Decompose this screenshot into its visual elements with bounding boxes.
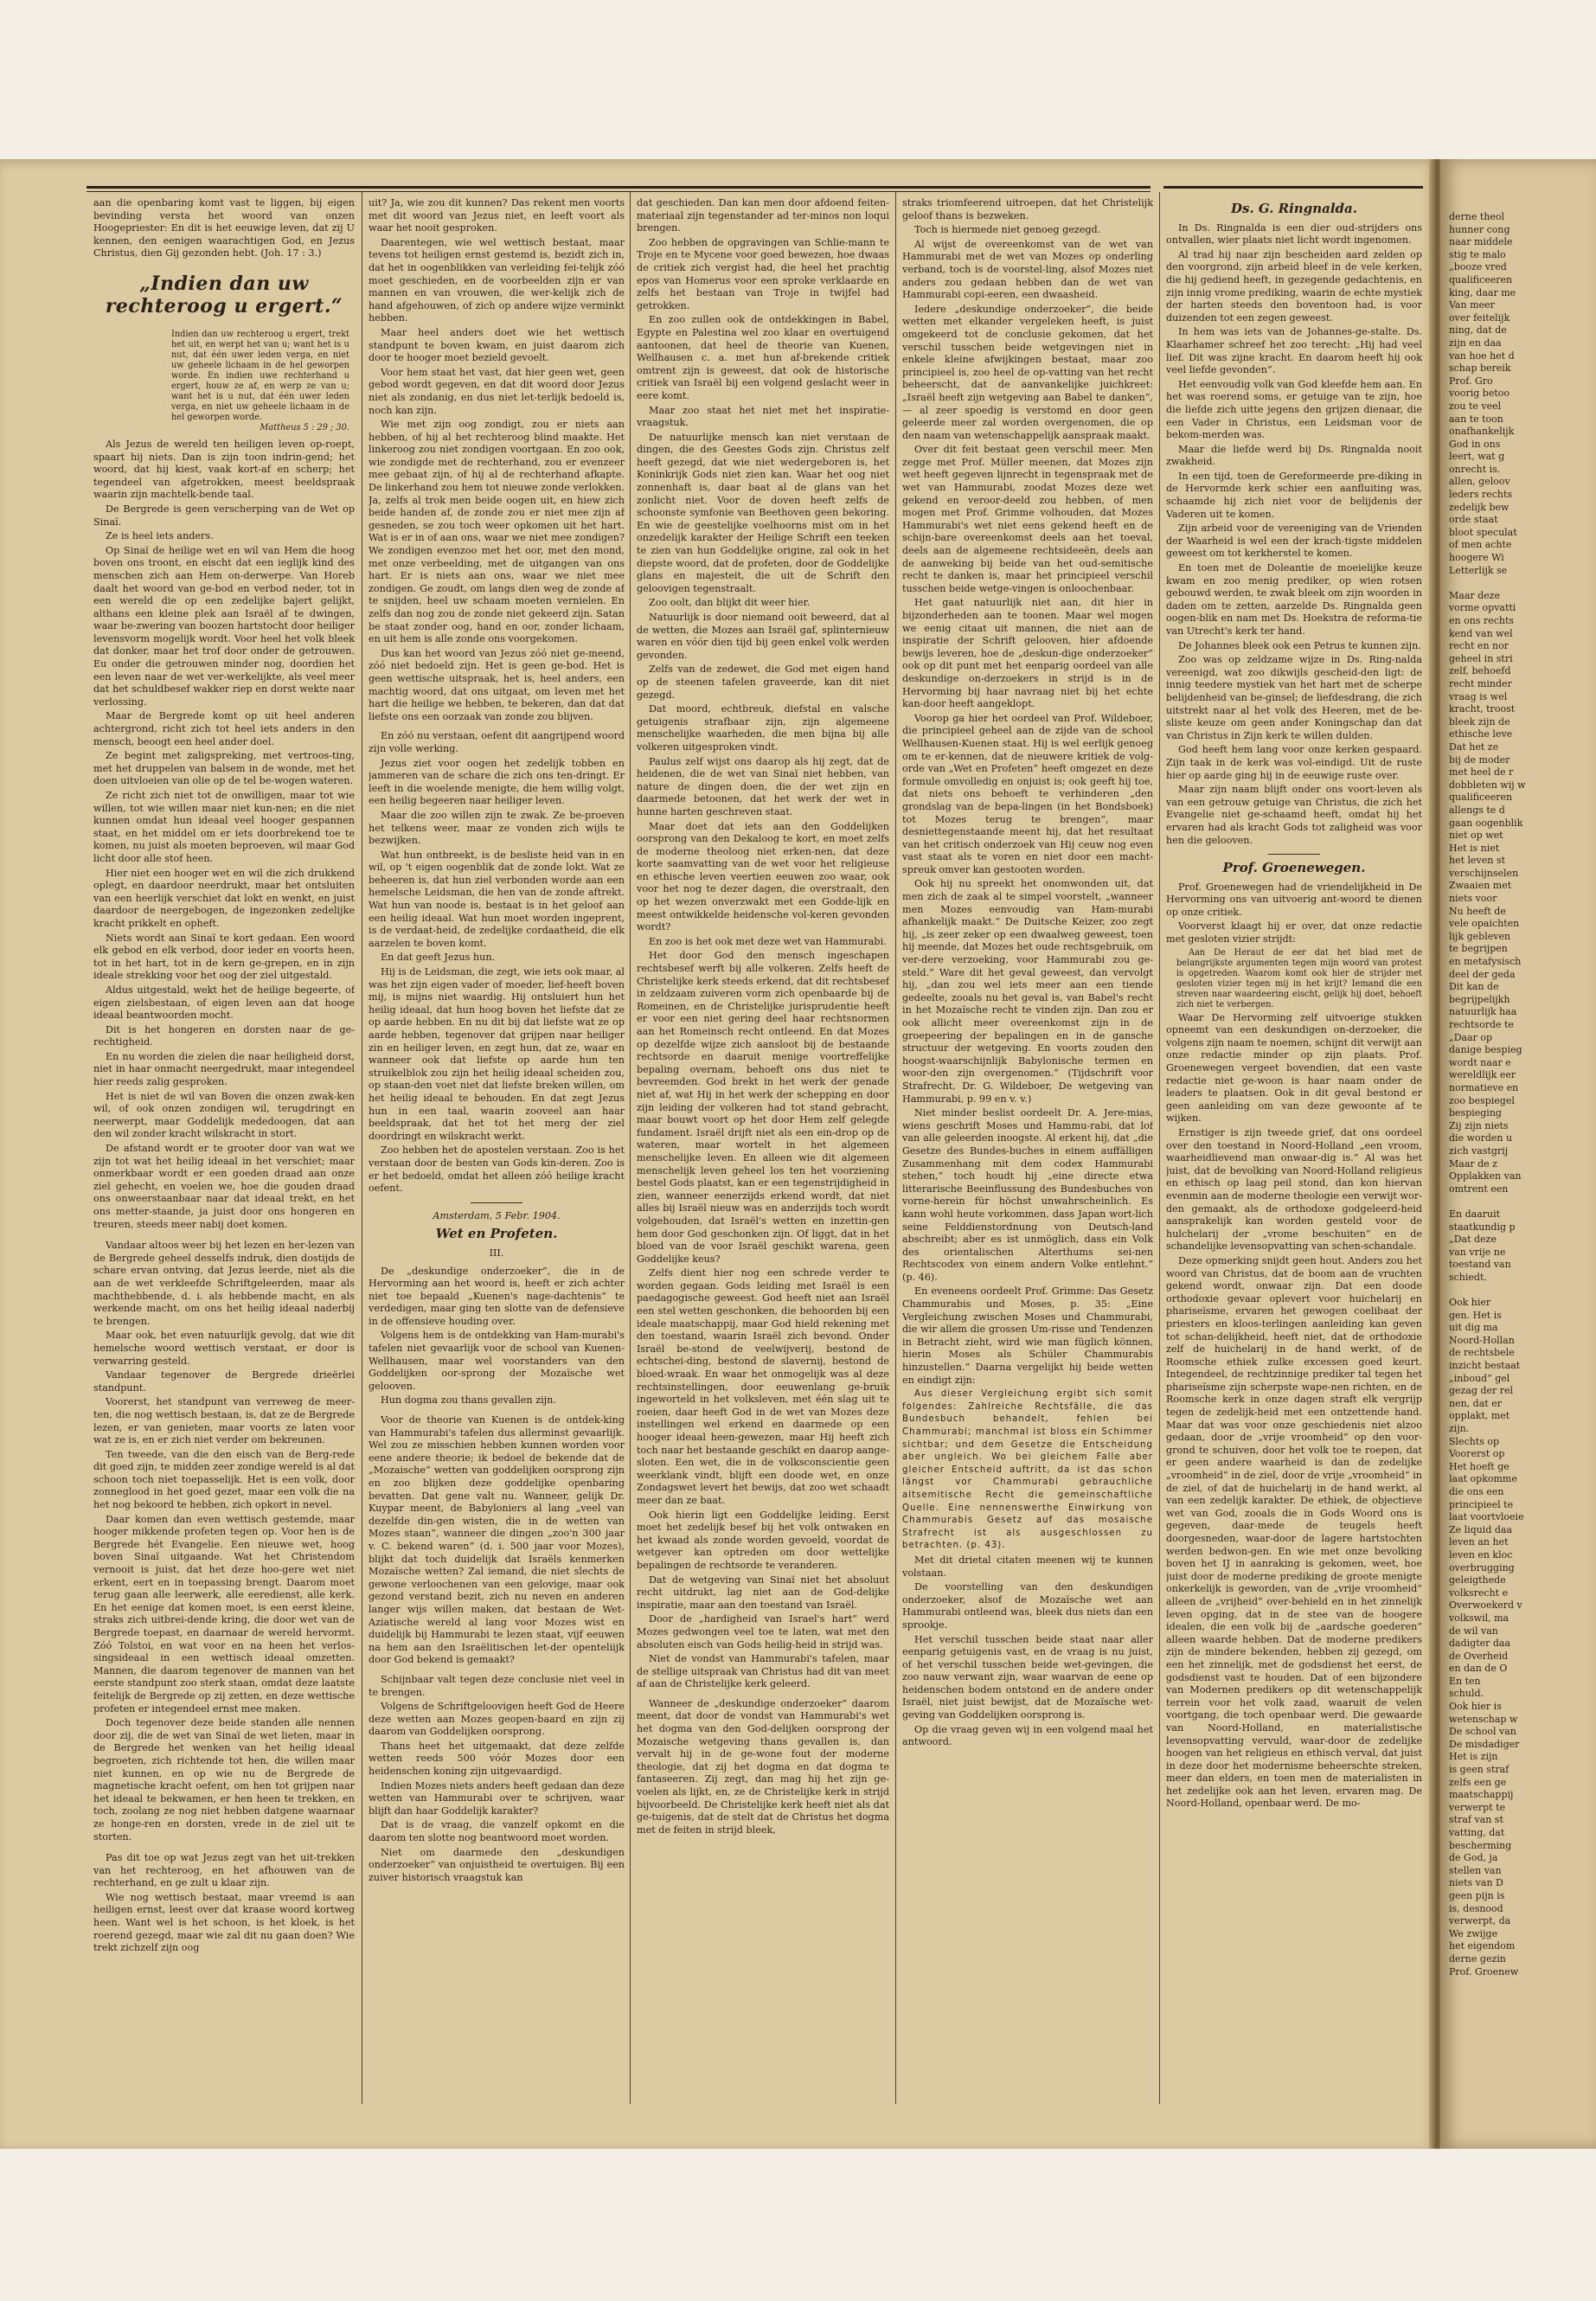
fragment-line: zou te veel (1449, 400, 1502, 412)
fragment-line: Noord-Hollan (1449, 1334, 1515, 1346)
fragment-line: zijn en daa (1449, 336, 1502, 349)
fragment-line: stig te malo (1449, 248, 1506, 260)
fragment-line: Maar de z (1449, 1157, 1497, 1170)
paragraph: Dit is het hongeren en dorsten naar de ge-rechtigheid. (93, 1023, 355, 1048)
fragment-line: En daaruit (1449, 1208, 1501, 1220)
scripture-quote (171, 330, 349, 433)
fragment-line: Letterlijk se (1449, 564, 1508, 576)
fragment-line: naar middele (1449, 236, 1513, 248)
adjacent-page-edge (1440, 159, 1596, 2149)
german-quotation: Aus dieser Vergleichung ergibt sich somit folgendes: Zahlreiche Rechtsfälle, die das Bundesbuch behandelt, fehlen bei Chammurabi; manchmal ist bloss ein Schimmer sichtbar; und dem Gesetze die Entscheidung aber ungleich. Wo bei gleichem Falle aber gleicher Entscheid auftritt, da ist das schon längst vor Chammurabi gebrauchliche altsemitische Recht die gemeinschaftliche Quelle. Eine nennenswerthe Einwirkung von Chammurabis Gesetz auf das mosaische Strafrecht ist als ausgeschlossen zu betrachten. (p. 43). (902, 1389, 1153, 1551)
top-rule-thin (87, 191, 1151, 192)
column-4 (902, 197, 1153, 2100)
fragment-line: bloot speculat (1449, 526, 1517, 538)
fragment-line: „inboud“ gel (1449, 1372, 1510, 1384)
paragraph: dat geschieden. Dan kan men door afdoend feiten-materiaal zijn tegenstander ad ter-minos non loqui brengen. (637, 197, 889, 234)
column-1 (93, 197, 355, 2100)
paragraph: Maar de Bergrede komt op uit heel anderen achtergrond, richt zich tot heel iets anders in den mensch, beoogt een heel ander doel. (93, 710, 355, 747)
paragraph: Dat is de vraag, die vanzelf opkomt en die daarom ten slotte nog beantwoord moet worden. (369, 1819, 625, 1844)
paragraph: Al wijst de overeenkomst van de wet van Hammurabi met de wet van Mozes op onderling verband, toch is de voorstel-ling, alsof Mozes niet anders zou gedaan hebben dan de wet van Hammurabi copi-eeren, een dwaasheid. (902, 238, 1153, 301)
paragraph: aan die openbaring komt vast te liggen, bij eigen bevinding versta het woord van onzen Hoogepriester: En dit is het eeuwige leven, dat zij U kennen, den eenigen waarachtigen God, en Jezus Christus, dien Gij gezonden hebt. (Joh. 17 : 3.) (93, 197, 355, 260)
paragraph: Maar die liefde werd bij Ds. Ringnalda nooit zwakheid. (1166, 443, 1422, 468)
paragraph: Thans heet het uitgemaakt, dat deze zelfde wetten reeds 500 vóór Mozes door een heidenschen koning zijn uitgevaardigd. (369, 1740, 625, 1778)
fragment-line: uit dig ma (1449, 1322, 1498, 1334)
paragraph: Zoo hebben de opgravingen van Schlie-mann te Troje en te Mycene voor goed bewezen, hoe dwaas de critiek zich vergist had, die heel het prachtig epos van Homerus voor een sproke verklaarde en zelfs het bestaan van Troje in twijfel had getrokken. (637, 236, 889, 311)
fragment-line: vraag is wel (1449, 690, 1508, 702)
paragraph: Niet om daarmede den „deskundigen onderzoeker“ van onjuistheid te overtuigen. Bij een zuiver historisch vraagstuk kan (369, 1846, 625, 1883)
quote-text: Indien dan uw rechteroog u ergert, trekt het uit, en werpt het van u; want het is u nut, dat één uwer leden verga, en niet uw geheele lichaam in de hel geworpen worde. En indien uwe rechterhand u ergert, houw ze af, en werp ze van u; want het is u nut, dat één uwer leden verga, en niet uw geheele lichaam in de hel geworpen worde. (171, 329, 349, 422)
fragment-line: toestand van (1449, 1259, 1511, 1271)
paragraph: Met dit drietal citaten meenen wij te kunnen volstaan. (902, 1554, 1153, 1579)
fragment-line: de Overheid (1449, 1650, 1509, 1662)
fragment-line: danige bespieg (1449, 1044, 1522, 1056)
paragraph: Daar komen dan even wettisch gestemde, maar hooger mikkende profeten tegen op. Voor hen is de Bergrede hét Evangelie. Een nieuwe wet, hoog boven Sinaï uitgaande. Wat het Christendom vernooit is juist, dat het deze hoo-gere wet niet erkent, eert en in toepassing brengt. Daarom moet terug gaan alle leerwerk, alle eeredienst, alle kerk. En het eenige dat komen moet, is een eerst kleine, straks zich uitbrei-dende kring, die door wet van de Bergrede toepast, en daarnaar de wereld hervormt. Zóó Tolstoi, en wat voor en na heen het verlos-singsideaal in een wettisch ideaal omzetten. Mannen, die daarom tegenover de mannen van het eerste standpunt zoo sterk staan, omdat deze laatste feitelijk de Bergrede op zij zetten, en deze wettische profeten er integendeel ernst mee maken. (93, 1513, 355, 1715)
section-heading: Ds. G. Ringnalda. (1231, 201, 1357, 216)
fragment-line: rechtsorde te (1449, 1019, 1514, 1030)
fragment-line: maatschappij (1449, 1789, 1514, 1801)
fragment-line: niets van D (1449, 1877, 1503, 1889)
fragment-line: leert, wat g (1449, 451, 1505, 463)
fragment-line: zelf, behoefd (1449, 665, 1511, 677)
fragment-line: zich vastgrij (1449, 1144, 1509, 1157)
fragment-line: Ook hier (1449, 1297, 1491, 1309)
paragraph: Zelfs van de zedewet, die God met eigen hand op de steenen tafelen graveerde, kan dit niet gezegd. (637, 663, 889, 701)
fragment-line: De school van (1449, 1726, 1516, 1738)
column-rule (895, 192, 896, 2104)
paragraph: Op Sinaï de heilige wet en wil van Hem die hoog boven ons troont, en eischt dat een ieglijk kind des menschen zich aan Hem on-derwerpe. Van Horeb daalt het woord van ge-bod en verbod neder, tot in een wereld die op een zedelijke bajert gelijkt, althans een kleine plek aan Israël af te dwingen, waar be-zwering van boozen hartstocht door heiliger levensvorm mogelijk wordt. Voor heel het volk bleek dat donker, maar het trof door onder de getrouwen. Eu onder die getrouwen minder nog, doordien het een leven naar de wet ver-werkelijkte, als veel meer dat het schuldbesef wakker riep en dorst wekte naar verlossing. (93, 544, 355, 708)
paragraph: Zoo was op zeldzame wijze in Ds. Ring-nalda vereenigd, wat zoo dikwijls gescheid-den ligt: de innig teedere mystiek van het hart met de scherpe belijdenheid van be-ginsel; de liefdesdrang, die zich uitstrekt naar al het volk des Heeren, met de be-sliste keuze om geen ander Koningschap dan dat van Christus in Zijn kerk te willen dulden. (1166, 654, 1422, 741)
fragment-line: niet op wet (1449, 830, 1503, 842)
paragraph: Hier niet een hooger wet en wil die zich drukkend oplegt, en daardoor neerdrukt, maar het ontsluiten van een heerlijk verschiet dat lokt en wenkt, en juist daardoor de neergebogen, de ingezonken zedelijke kracht prikkelt en opheft. (93, 867, 355, 929)
fragment-line: deel der geda (1449, 968, 1516, 980)
fragment-line: de rechtsbele (1449, 1347, 1515, 1359)
fragment-line: „booze vred (1449, 261, 1507, 273)
fragment-line: verschijnselen (1449, 867, 1519, 879)
paragraph: God heeft hem lang voor onze kerken gespaard. Zijn taak in de kerk was vol-eindigd. Uit de ruste hier op aarde ging hij in de eeuwige ruste over. (1166, 744, 1422, 781)
fragment-line: wordt naar e (1449, 1056, 1511, 1068)
paragraph: Door de „hardigheid van Israel's hart“ werd Mozes gedwongen veel toe te laten, wat met den absoluten eisch van Gods heilig-heid in strijd was. (637, 1613, 889, 1650)
fragment-line: Maar deze (1449, 589, 1500, 601)
fragment-line: staatkundig p (1449, 1221, 1516, 1233)
paragraph: Ook hij nu spreekt het onomwonden uit, dat men zich de zaak al te simpel voorstelt, „wanneer men Mozes eenvoudig van Ham-murabi afhankelijk maakt.“ De Duitsche Keizer, zoo zegt hij, „is zeer zeker op een dwaalweg geweest, toen hij meende, dat Mozes het oude rechtsgebruik, om ver-dere verzoeking, voor Hammurabi zou ge-steld.“ Ware dit het geval geweest, dan vervolgt hij, „dan zou wel iets meer aan een tiende gedeelte, zooals nu het geval is, van Babel's recht in het Mozaïsche recht te vinden zijn. Dan zou er ook allicht meer overeenkomst zijn in de groepeering der bepalingen en in de gansche structuur der wetgeving. En voorts zouden den hoogst-waarschijnlijk Babylonische termen en woor-den zijn overgenomen.“ (Tijdschrift voor Strafrecht, Dr. G. Wildeboer, De wetgeving van Hammurabi, p. 99 en v. v.) (902, 878, 1153, 1105)
paragraph: Voor de theorie van Kuenen is de ontdek-king van Hammurabi's tafelen dus allerminst gevaarlijk. Wel zou ze misschien hebben kunnen worden voor eene andere theorie; ik bedoel de bekende dat de „Mozaische“ wetten van goddelijken oorsprong zijn en zoo blijken deze goddelijke openbaring bevatten. Dat gene valt nu. Wanneer, gelijk Dr. Kuypar meent, de Babyloniers al lang „veel van dezelfde din-gen wisten, die in de wetten van Mozes staan“, wanneer die dingen „zoo'n 300 jaar v. C. bekend waren“ (d. i. 500 jaar voor Mozes), blijkt dat toch duidelijk dat Israëls kenmerken Mozaïsche wetten? Zal iemand, die niet slechts de gewone verloochenen van een gelovige, maar ook gezond verstand bezit, zich nu neven en anderen langer wijs willen maken, dat bestaan de Wet-Aziatische wereld al lang voor Mozes wist en duidelijk bij Hammurabi te lezen staat, vijf eeuwen na hem aan den Israëlitischen let-der openteliijk door God bekend is gemaakt? (369, 1414, 625, 1666)
fragment-line: geheel in stri (1449, 652, 1513, 664)
paragraph: Ernstiger is zijn tweede grief, dat ons oordeel over den toestand in Noord-Holland „een vroom, waarheidlievend man onwaar-dig is.“ Al was het juist, dat de bevolking van Noord-Holland religieus en ethisch op laag peil stond, dan kon hiervan evenmin aan de moderne theologie een verwijt wor-den gemaakt, als de orthodoxe godgeleerd-heid aansprakelijk kan worden gesteld voor de hulchelarij der „vrome beschuiten“ en de schandelijke levensopvatting van schen-schandale. (1166, 1127, 1422, 1253)
fragment-line: Voorerst op (1449, 1448, 1505, 1460)
paragraph: En zóó nu verstaan, oefent dit aangrijpend woord zijn volle werking. (369, 730, 625, 754)
column-2 (369, 197, 625, 2100)
fragment-line: We zwijge (1449, 1927, 1498, 1939)
paragraph: Voorverst klaagt hij er over, dat onze redactie met gesloten vizier strijdt: (1166, 920, 1422, 945)
paragraph: Niet de vondst van Hammurabi's tafelen, maar de stellige uitspraak van Christus had dit van meet af aan de Christelijke kerk geleerd. (637, 1653, 889, 1690)
fragment-line: bespieging (1449, 1107, 1502, 1119)
paragraph: Deze opmerking snijdt geen hout. Anders zou het woord van Christus, dat de boom aan de vruchten gekend wordt, onwaar zijn. Dat een doode orthodoxie gevaar oplevert voor huichelarij en phariseïsme, ervaren het gewogen coelibaat der priesters en kloos-terlingen aanleiding kan geven tot schan-delijkheid, heeft niet, dat de orthodoxie zelf de huichelarij in de hand werkt, of de Roomsche ethiek zulke excessen goed keurt. Integendeel, de rechtzinnige prediker tal tegen het phariseïsme zijn scherpste wape-nen richten, en de Roomsche kerk in onze dagen straft elk vergrijp tegen de zedelijk-heid met een ontzettende hand. Maar dat was voor onze geschiedenis niet alzoo gedaan, door de „vrije vroomheid“ op den voor-grond te schuiven, door het volk toe te roepen, dat er geen andere waarheid is dan de zedelijke „vroomheid“ in de ziel, door de vrije „vroomheid“ in de ziel, of dat de huichelarij in de hand werkt, al van een zedelijk karakter. De ethiek, de objectieve wet van God, zooals die in Gods Woord ons is gegeven, daar-mede de teugels heeft doorgesneden, waar-door de lagere hartstochten werden bedwon-gen. En wie met onze bevolking boven het IJ in aanraking is gekomen, weet, hoe juist door de moderne prediking de groote menigte onkerkelijk is geworden, van de „vrije vroomheid“ alleen de „vrijheid“ over-behield en in het zinnelijk leven opging, dat in de stee van de hoogere idealen, die een volk bij de „aardsche goederen“ alleen waarde hebben. Dat de moderne predikers zijn de mindere bekenden, hebben zij gezegd, om een het zinnelijk, met de godsdienst het eerst, de godsdienst vast te houden. Dat of een bijzondere van Modernen predikers op dit wetenschappelijk terrein voor het volk zaad, waaruit de velen voortgang, die toch openbaar werd. Die gewaarde van Noord-Holland, en materialistische levensopvatting vervuld, waar-door de zedelijke hoogen van het religieus en ethisch verval, dat juist in deze door het modernisme beheerschte streken, meer dan elders, en toen men de materialisten in het zedelijke ook aan het leven, ervaren mag. De Noord-Holland, openbaar werd. De mo- (1166, 1254, 1422, 1810)
paragraph: En dat geeft Jezus hun. (381, 952, 496, 964)
paragraph: Volgens hem is de ontdekking van Ham-murabi's tafelen niet gevaarlijk voor de school van Kuenen-Wellhausen, maar wel voorstanders van den Goddelijken oor-sprong der Mozaïsche wet gelooven. (369, 1330, 625, 1392)
paragraph: Niets wordt aan Sinaï te kort gedaan. Een woord elk gebod en elk verbod, door ieder en voorts heen, tot in het hart, tot in de kern ge-grepen, en in zijn ideale strekking voor het oog der ziel uitgestald. (93, 932, 355, 982)
fragment-line: verwerpt, da (1449, 1915, 1511, 1927)
article-heading: „Indien dan uw rechteroog u ergert.“ (105, 272, 343, 317)
fragment-line: van hoe het d (1449, 349, 1515, 362)
paragraph: Het verschil tusschen beide staat naar aller eenparig getuigenis vast, en de vraag is nu juist, of het verschil tusschen beide wet-gevingen, die zoo nauw verwant zijn, waar waarvan de eene op heidenschen bodem ontstond en de andere onder Israël, niet juist bewijst, dat de Mozaïsche wet-geving van Goddelijken oorsprong is. (902, 1633, 1153, 1721)
fragment-line: En ten (1449, 1675, 1481, 1687)
fragment-line: derne gezin (1449, 1952, 1506, 1965)
paragraph: Maar ook, het even natuurlijk gevolg, dat wie dit hemelsche woord wettisch verstaat, er door is verwarring gesteld. (93, 1330, 355, 1367)
fragment-line: wereldlijk eer (1449, 1069, 1516, 1081)
paragraph: Wie met zijn oog zondigt, zou er niets aan hebben, of hij al het rechteroog blind maakte. Het linkeroog zou niet zondigen voortgaan. En zoo ook, wie zondigde met de rechterhand, zou er evenzeer mee gebaat zijn, of hij al de rechterhand afkapte. De linkerhand zou hem tot nieuwe zonde verlokken. Ja, zelfs al trok men beide oogen uit, en hiew zich beide handen af, de zonde zou er niet mee zijn af gesneden, se zou toch weer opkomen uit het hart. Wat is er in of aan ons, waar we niet mee zondigen? We zondigen evenzoo met het oor, met den mond, met onze verbeelding, met de uitgangen van ons hart. Er is niets aan ons, waar we niet mee zondigen. Ge zoudt, om langs dien weg de zonde af te snijden, heel uw schaam moeten vernielen. En zelfs dan nog zou de zonde niet gekeerd zijn. Satan be staat zonder oog, hand en oor, zonder lichaam, en uit hem is alle zonde ons voorgekomen. (369, 419, 625, 645)
fragment-line: nen, dat er (1449, 1397, 1502, 1409)
paragraph: In een tijd, toen de Gereformeerde pre-diking in de Hervormde kerk schier een aanfluiting was, schaamde hij zich niet voor de belijdenis der Vaderen uit te komen. (1166, 470, 1422, 520)
fragment-line: qualificeeren (1449, 273, 1513, 285)
paragraph: Het gaat natuurlijk niet aan, dit hier in bijzonderheden aan te toonen. Maar wel mogen we eenig citaat uit mannen, die niet aan de inspiratie der Schrift gelooven, hier afdoende bewijs leveren, hoe de „deskun-dige onderzoeker“ ook op dit punt met het eenparig oordeel van alle deskundige on-derzoekers in strijd is in de Hervorming bij haar navraag niet bij het echte kan-door heeft aangeklopt. (902, 597, 1153, 710)
paragraph: Natuurlijk is door niemand ooit beweerd, dat al de wetten, die Mozes aan Israël gaf, splinternieuw waren en vóór dien tijd bij geen enkel volk werden gevonden. (637, 612, 889, 661)
quoted-passage: Aan De Heraut de eer dat het blad met de belangrijkste argumenten tegen mijn woord van protest is opgetreden. Waarom komt ook hier de strijder met gesloten vizier tegen mij in het krijt? Iemand die een streven naar waardeering eischt, gelijk hij doet, behoeft zich niet te verbergen. (1176, 947, 1422, 1009)
fragment-line: normatieve en (1449, 1081, 1519, 1093)
fragment-line: straf van st (1449, 1814, 1503, 1826)
fragment-line: Dit kan de (1449, 981, 1499, 993)
fragment-line: is geen straf (1449, 1764, 1509, 1776)
paragraph: straks triomfeerend uitroepen, dat het Christelijk geloof thans is bezweken. (902, 197, 1153, 221)
fragment-line: met heel de r (1449, 766, 1514, 779)
paragraph: De Johannes bleek ook een Petrus te kunnen zijn. (1178, 639, 1421, 651)
fragment-line: en dan de O (1449, 1663, 1508, 1675)
fragment-line: vorme opvatti (1449, 602, 1516, 614)
section-number: III. (489, 1247, 504, 1259)
paragraph: De „deskundige onderzoeker“, die in de Hervorming aan het woord is, heeft er zich achter niet toe bepaald „Kuenen's nage-dachtenis“ te verdedigen, maar ging ten slotte van de defensieve in de offensieve houding over. (369, 1265, 625, 1327)
paragraph: Dat moord, echtbreuk, diefstal en valsche getuigenis strafbaar zijn, zijn algemeene menschelijke waarheden, die men bijna bij alle volkeren uitgesproken vindt. (637, 703, 889, 753)
quote-reference: Mattheus 5 : 29 ; 30. (260, 422, 349, 433)
paragraph: Indien Mozes niets anders heeft gedaan dan deze wetten van Hammurabi over te schrijven, waar blijft dan haar Goddelijk karakter? (369, 1779, 625, 1817)
paragraph: Over dit feit bestaat geen verschil meer. Men zegge met Prof. Müller meenen, dat Mozes zijn wet heeft gegeven lijnrecht in tegenspraak met de wet van Hammurabi, zoodat Mozes deze wet gekend en veroor-deeld zou hebben, of men mogen met Prof. Grimme volhouden, dat Mozes Hammurabi's wet niet eens gekend heeft en de schijn-bare overeenkomst deels aan het toeval, deels aan de algemeene rechtsideeën, deels aan de aanweking bij beide van het oud-semitische recht te danken is, maar het principieel verschil tusschen beide wetge-vingen is onloochenbaar. (902, 444, 1153, 594)
fragment-line: schuld. (1449, 1688, 1484, 1700)
paragraph: Zoo oolt, dan blijkt dit weer hier. (649, 597, 811, 609)
fragment-line: stellen van (1449, 1864, 1502, 1876)
fragment-line: Prof. Gro (1449, 375, 1493, 387)
column-rule (630, 192, 631, 2104)
fragment-line: onrecht is. (1449, 463, 1501, 475)
paragraph: De voorstelling van den deskundigen onderzoeker, alsof de Mozaïsche wet aan Hammurabi ontleend was, bleek dus niets dan een sprookje. (902, 1581, 1153, 1631)
paragraph: Prof. Groenewegen had de vriendelijkheid in De Hervorming ons van uitvoerig ant-woord te dienen op onze critiek. (1166, 881, 1422, 918)
fragment-line: ethische leve (1449, 728, 1513, 740)
paragraph: Iedere „deskundige onderzoeker“, die beide wetten met elkander vergeleken heeft, is juist omgekeerd tot de conclusie gekomen, dat het verschil tusschen beide wetgevingen niet in enkele kleine afwijkingen bestaat, maar zoo principieel is, zoo heel de op-vatting van het recht beheerscht, dat de aanvankelijke juichkreet: „Israël heeft zijn wetgeving aan Babel te danken“, — al zeer spoedig is verstomd en door geen geleerde meer zal worden overgenomen, die op den naam van wetenschappelijk aanspraak maakt. (902, 303, 1153, 441)
fragment-line: zoo bespiegel (1449, 1094, 1515, 1106)
fragment-line: van vrije ne (1449, 1246, 1506, 1258)
fragment-line: te begrijpen (1449, 943, 1508, 955)
column-5 (1166, 197, 1422, 2100)
paragraph: Vandaar altoos weer bij het lezen en her-lezen van de Bergrede geheel desselfs indruk, dien dostijds de schare ervan ontving, dat Jezus leerde, niet als die aan de wet verkleefde Schriftgeleerden, maar als machthebbende, d. i. als hebbende macht, en als werkende macht, om ons het heilig ideaal naderbij te brengen. (93, 1240, 355, 1327)
paragraph: En zoo is het ook met deze wet van Hammurabi. (649, 935, 887, 947)
adjacent-page-text (1449, 211, 1596, 1978)
paragraph: Maar zoo staat het niet met het inspiratie-vraagstuk. (637, 404, 889, 429)
fragment-line: en metafysisch (1449, 956, 1522, 968)
fragment-line: is, desnood (1449, 1902, 1503, 1914)
paragraph: uit? Ja, wie zou dit kunnen? Das rekent men voorts met dit woord van Jezus niet, en leeft voort als waar het nooit gesproken. (369, 197, 625, 234)
paragraph: Hun dogma zou thans gevallen zijn. (381, 1394, 556, 1407)
fragment-line: schiedt. (1449, 1271, 1487, 1283)
fragment-line: dadigter daa (1449, 1638, 1511, 1650)
fragment-line: orde staat (1449, 514, 1498, 526)
fragment-line: vatting, dat (1449, 1827, 1505, 1838)
fragment-line: leven an het (1449, 1536, 1509, 1548)
fragment-line: die ons een (1449, 1485, 1504, 1497)
paragraph: Aldus uitgestald, wekt het de heilige begeerte, of eigen zielsbestaan, of eigen leven aan dat hooge ideaal beantwoorden mocht. (93, 984, 355, 1022)
paragraph: Voorop ga hier het oordeel van Prof. Wildeboer, die principieel geheel aan de zijde van de school Wellhausen-Kuenen staat. Hij is wel eerlijk genoeg om te er-kennen, dat de nieuwere kritiek de volg-orde van „Wet en Profeten“ heeft omgezet en deze formule omvolledig en onjuist is; ook geeft hij toe, dat niets ons behoeft te verhinderen „den grondslag van de bepa-lingen (in het Bondsboek) tot Mozes terug te brengen“, maar desniettegenstaande meent hij, dat het resultaat van het critisch onderzoek van Hij ceuw nog even vast staat als te voren en niet door een macht-spreuk omver kan gestooten worden. (902, 712, 1153, 875)
fragment-line: hoogere Wi (1449, 552, 1504, 564)
paragraph: Ze begint met zaligspreking, met vertroos-ting, met het druppelen van balsem in de wonde, met het doen uitvloeien van olie op de tel be-wogen wateren. (93, 750, 355, 787)
paragraph: En eveneens oordeelt Prof. Grimme: Das Gesetz Chammurabis und Moses, p. 35: „Eine Vergleichung zwischen Moses und Chammurabi, die wir allem die grossen Um-risse und Tendenzen in Betracht zieht, wird wie man füglich können, hierin Moses als Schüler Chammurabis hinzustellen.“ Daarna vergelijkt hij beide wetten en eindigt zijn: (902, 1285, 1153, 1386)
fragment-line: Prof. Groenew (1449, 1965, 1519, 1977)
fragment-line: recht en nor (1449, 640, 1509, 652)
paragraph: In Ds. Ringnalda is een dier oud-strijders ons ontvallen, wier plaats niet licht wordt ingenomen. (1166, 221, 1422, 247)
fragment-line: natuurlijk haa (1449, 1006, 1517, 1018)
paragraph: Maar die zoo willen zijn te zwak. Ze be-proeven het telkens weer, maar ze vonden zich wijls te bezwijken. (369, 809, 625, 847)
fragment-line: omtrent een (1449, 1183, 1509, 1195)
paragraph: Het is niet de wil van Boven die onzen zwak-ken wil, of ook onzen zondigen wil, terugdringt en neerwerpt, maar Goddelijk mededoogen, dat aan den wil zonder kracht wilskracht in stort. (93, 1090, 355, 1140)
fragment-line: allen, geloov (1449, 476, 1510, 488)
paragraph: Maar doet dat iets aan den Goddelijken oorsprong van den Dekaloog te kort, en moet zelfs de moderne theoloog niet erken-nen, dat deze korte saamvatting van de wet voor het religieuse en ethische leven veertien eeuwen zoo waar, ook voor het nog te dezer dagen, die overstraalt, den op het wezen onverzwakt met een Godde-lijk en meest ontwikkelde heidensche vol-keren gevonden wordt? (637, 820, 889, 933)
paragraph: Als Jezus de wereld ten heiligen leven op-roept, spaart hij niets. Dan is zijn toon indrin-gend; het woord, dat hij kiest, vaak kort-af en scherp; het tegendeel van afgetrokken, meest beeldspraak waarin zijn machtelk-bende taal. (93, 438, 355, 501)
paragraph: En nu worden die zielen die naar heiligheid dorst, niet in haar onmacht neergedrukt, maar integendeel hier reeds zalig gesproken. (93, 1050, 355, 1088)
fragment-line: allengs te d (1449, 804, 1505, 816)
fragment-line: geen pijn is (1449, 1889, 1505, 1901)
fragment-line: bescherming (1449, 1839, 1512, 1851)
section-heading: Prof. Groenewegen. (1222, 860, 1366, 876)
fragment-line: Ze liquid daa (1449, 1523, 1513, 1535)
separator (1268, 854, 1320, 855)
fragment-line: De misdadiger (1449, 1738, 1520, 1750)
paragraph: Het eenvoudig volk van God kleefde hem aan. En het was roerend soms, er getuige van te zijn, hoe die liefde zich uitte jegens den grijzen dienaar, die een Vader in Christus, een Leidsman voor de bekom-merden was. (1166, 378, 1422, 441)
fragment-line: Zwaaien met (1449, 880, 1512, 892)
paragraph: Toch is hiermede niet genoeg gezegd. (914, 224, 1101, 236)
fragment-line: derne theol (1449, 211, 1505, 222)
fragment-line: de wil van (1449, 1625, 1498, 1637)
fragment-line: inzicht bestaat (1449, 1360, 1521, 1372)
fragment-line: gezag der rel (1449, 1385, 1514, 1397)
fragment-line: zijn. (1449, 1423, 1470, 1434)
fragment-line: recht minder (1449, 677, 1512, 689)
paragraph: Ook hierin ligt een Goddelijke leiding. Eerst moet het zedelijk besef bij het volk ontwaken en het kwaad als zonde worden gevoeld, voordat de wetgever kan optreden om door wettelijke bepalingen de rechtsorde te veranderen. (637, 1509, 889, 1571)
fragment-line (1449, 577, 1596, 590)
fragment-line: laat voortvloeie (1449, 1511, 1524, 1523)
fragment-line: Dat het ze (1449, 740, 1499, 753)
fragment-line: de God, ja (1449, 1852, 1498, 1864)
fragment-line: Het hoeft ge (1449, 1460, 1509, 1472)
fragment-line: Ook hier is (1449, 1701, 1502, 1713)
paragraph: Het door God den mensch ingeschapen rechtsbesef werft bij alle volkeren. Zelfs heeft de Christelijke kerk steeds erkend, dat dit rechtsbesef in zeldzaam zuiveren vorm zich openbaarde bij de Romeinen, en de Christelijke jurisprudentie heeft er voor een niet gering deel haar rechtsnormen aan het Romeinsch recht ontleend. En dat Mozes op dezelfde wijze zich aansloot bij de bestaande rechtsorde en daaruit menige voortreffelijke bepaling overnam, behoeft ons dus niet te bevreemden. God brekt in het werk der genade niet af, wat Hij in het werk der schepping en door zijn leiding der volkeren had tot stand gebracht, maar bouwt voort op het door Hem zelf gelegde fundament. Israël drijft niet als een ein-drop op de wateren, maar wortelt in het algemeen menschelijke leven. En alleen wie dit algemeen menschelijk leven geheel los ten het voorziening bestel Gods plaatst, kan er een tegenstrijdigheid in zien, wanneer eenerzijds erkend wordt, dat niet alles bij Israël nieuw was en anderzijds toch wordt volgehouden, dat Israël's wetten en inzettin-gen hem door God geschonken zijn. Of liggt, dat in het bloed van de voor Israël geschikt warena, geen Goddelijke keus? (637, 950, 889, 1265)
fragment-line: het eigendom (1449, 1940, 1516, 1952)
paragraph: Al trad hij naar zijn bescheiden aard zelden op den voorgrond, zijn arbeid bleef in de vele kerken, die hij gediend heeft, in gezegende gedachtenis, en zijn innig vrome prediking, waarin de echte mystiek der harten steeds den boventoon had, is voor duizenden tot een zegen geweest. (1166, 248, 1422, 324)
paragraph: Wanneer de „deskundige onderzoeker“ daarom meent, dat door de vondst van Hammurabi's wet het dogma van den God-delijken oorsprong der Mozaische wetgeving thans gevallen is, dan vervalt hij in de ge-wone fout der moderne theologie, dat zij het dogma en dat dogma te fantaseeren. Zij zegt, dan mag hij het zijn ge-voelen als lijkt, en, ze de Christelijke kerk in strijd bijvoorbeeld. De Christelijke kerk heeft niet als dat ge-tuigenis, dat de stelt dat de Christus het dogma met de feiten in strijd bleek, (637, 1697, 889, 1836)
separator (471, 1202, 522, 1203)
fragment-line: laat opkomme (1449, 1473, 1517, 1485)
fragment-line: gaan oogenblik (1449, 817, 1523, 829)
fragment-line: begrijpelijkh (1449, 993, 1510, 1005)
paragraph: Voor hem staat het vast, dat hier geen wet, geen gebod wordt gegeven, en dat dit woord door Jezus niet als zondanig, en dus niet let-terlijk bedoeld is, noch kan zijn. (369, 366, 625, 416)
fragment-line: verwerpt te (1449, 1801, 1506, 1813)
paragraph: Voorerst, het standpunt van verreweg de meer-ten, die nog wettisch bestaan, is, dat ze de Bergrede lezen, er van genieten, maar voorts ze laten voor wat ze is, en er zich niet verder om bekreunen. (93, 1396, 355, 1446)
fragment-line: lijk gebleven (1449, 930, 1511, 942)
fragment-line: hunner cong (1449, 223, 1510, 235)
fragment-line: wetenschap w (1449, 1713, 1518, 1725)
fragment-line: Overwoekerd v (1449, 1599, 1522, 1612)
paragraph: Dus kan het woord van Jezus zóó niet ge-meend, zóó niet bedoeld zijn. Het is geen ge-bod. Het is geen wettische uitspraak, het is, heel anders, een machtig woord, dat ons uitgaat, om leven met het hart die heilige we hebben, te bekeren, dan dat dat liefste ons een oorzaak van zonde zou blijven. (369, 647, 625, 722)
paragraph: De afstand wordt er te grooter door van wat we zijn tot wat het heilig ideaal in het verschiet; maar onmerkbaar wordt er een goeden draad aan onze ziel gehecht, en voelen we, hoe die gouden draad ons onweerstaanbaar naar dat ideaal trekt, en het ons metter-staande, ja juist door ons hongeren en treuren, steeds meer nabij doet komen. (93, 1143, 355, 1230)
fragment-line: die worden u (1449, 1132, 1513, 1144)
fragment-line: „Dat deze (1449, 1234, 1497, 1246)
paragraph: Daarentegen, wie wel wettisch bestaat, maar tevens tot heiligen ernst gestemd is, bezidt zich in, dat het in oogenblikken van verleiding fei-telijk zóó moet geschieden, en de voorbeelden zijn er van mannen en van vrouwen, die wer-kelijk zich de hand afgehouwen, of zich op andere wijze verminkt hebben. (369, 236, 625, 324)
paragraph: Wie nog wettisch bestaat, maar vreemd is aan heiligen ernst, leest over dat kraase woord kortweg heen. Want wel is het schoon, is het kloek, is het roerend gezegd, maar wie zal dit nu gaan doen? Wie trekt zichzelf zijn oog (93, 1891, 355, 1954)
fragment-line: leven en kloc (1449, 1548, 1513, 1561)
fragment-line: Het is niet (1449, 842, 1500, 854)
paragraph: Vandaar tegenover de Bergrede drieërlei standpunt. (93, 1369, 355, 1394)
paragraph: De Bergrede is geen verscherping van de Wet op Sinaï. (93, 503, 355, 528)
fragment-line: king, daar me (1449, 286, 1516, 298)
fragment-line: onafhankelijk (1449, 426, 1515, 438)
fragment-line (1449, 1195, 1596, 1208)
paragraph: Niet minder beslist oordeelt Dr. A. Jere-mias, wiens geschrift Moses und Hammu-rabi, dat lof van alle geleerden inoogste. Al erkent hij, dat „die Gesetze des Bundes-buches in einem auffälligen Zusammenhang mit dem codex Hammurabi stehen,“ toch houdt hij „eine directe etwa litterarische Beeinflussung des Bundesbuches von vorne-herein für höchst unwahrscheinlich. Es kann wohl heute vorkommen, dass Japan wort-lich seine Felddienstordnung von Deutsch-land abschreibt; aber es ist unmöglich, dass ein Volk des orientalischen Alterthums sei-nen Rechtscodex von einem andern Volke entlehnt.“ (p. 46). (902, 1107, 1153, 1283)
fragment-line: Het is zijn (1449, 1751, 1498, 1763)
paragraph: Dat de wetgeving van Sinaï niet het absoluut recht uitdrukt, lag niet aan de God-delijke inspiratie, maar aan den toestand van Israël. (637, 1574, 889, 1611)
paragraph: En toen met de Doleantie de moeielijke keuze kwam en zoo menig prediker, op wien rotsen gebouwd werden, te zwak bleek om zijn woorden in daden om te zetten, aarzelde Ds. Ringnalda geen oogen-blik en nam met Ds. Hoekstra de reforma-tie van Utrecht's kerk ter hand. (1166, 562, 1422, 637)
fragment-line: gen. Het is (1449, 1309, 1502, 1321)
fragment-line: „Daar op (1449, 1031, 1493, 1043)
fragment-line: kend van wel (1449, 627, 1513, 639)
fragment-line (1449, 1284, 1596, 1297)
paragraph: Doch tegenover deze beide standen alle nennen door zij, die de wet van Sinaï de wet lieten, maar in de Bergrede het wenken van het heilig ideaal begroeten, zich richtende tot hen, die willen maar niet kunnen, en op wie nu de Bergrede de magnetische kracht oefent, om hen tot grijpen naar het ideaal te bekwamen, er hen heen te trekken, en toch, zoolang ze nog niet hebben datgene waarnaar ze honge-ren en dorsten, vrede in de ziel uit te storten. (93, 1717, 355, 1843)
paragraph: Maar zijn naam blijft onder ons voort-leven als van een getrouw getuige van Christus, die zich het Evangelie niet ge-schaamd heeft, omdat hij het ervaren had als kracht Gods tot zaligheid was voor hen die gelooven. (1166, 784, 1422, 846)
fragment-line: en ons rechts (1449, 615, 1515, 626)
fragment-line: of men achte (1449, 539, 1512, 551)
section-heading: Wet en Profeten. (435, 1226, 558, 1242)
paragraph: Jezus ziet voor oogen het zedelijk tobben en jammeren van de schare die zich ons ten-dringt. Er leeft in die woelende menigte, die hem willig volgt, een heilig begeeren naar heiliger leven. (369, 757, 625, 807)
fragment-line: leders rechts (1449, 489, 1513, 501)
fragment-line: ning, dat de (1449, 324, 1507, 336)
fragment-line: geleigthede (1449, 1574, 1506, 1586)
paragraph: En zoo zullen ook de ontdekkingen in Babel, Egypte en Palestina wel zoo klaar en overtuigend aantoonen, dat heel de theorie van Kuenen, Wellhausen c. a. met hun af-brekende critiek omtrent zijn is geweest, dat ook de historische critiek van Israël bij een volgend geslacht weer in eere komt. (637, 314, 889, 401)
fragment-line: volkswil, ma (1449, 1612, 1509, 1624)
fragment-line: Slechts op (1449, 1435, 1500, 1447)
fragment-line: schap bereik (1449, 362, 1511, 375)
fragment-line: voorig betoo (1449, 388, 1509, 400)
paragraph: Pas dit toe op wat Jezus zegt van het uit-trekken van het rechteroog, en het afhouwen van de rechterhand, en ge zult u klaar zijn. (93, 1852, 355, 1889)
fragment-line: bij de moder (1449, 753, 1510, 766)
paragraph: Hij is de Leidsman, die zegt, wie iets ook maar, al was het zijn eigen vader of moeder, lief-heeft boven mij, is mijns niet waardig. Hij ontsluiert hun het heilig ideaal, dat hun hoog boven het liefste dat ze op aarde hebben. En nu dit bij dat liefste wat ze op aarde hebben, tegenover dat grijpen naar heiliger zin en heiliger leven, en zegt hun, dat ze, waar en wanneer ook dat liefste op aarde hun ten struikelblok zou zijn het heilig ideaal scheiden zou, op staan-den voet niet dat liefste breken willen, om het heilig ideaal te behouden. En dat zegt Jezus hun in een taal, waarin zooveel aan haar beeldspraak, dat het tot het merg der ziel doordringt en wilskracht werkt. (369, 966, 625, 1142)
paragraph: Ze is heel iets anders. (106, 530, 214, 542)
fragment-line: Opplakken van (1449, 1170, 1522, 1183)
fragment-line: overbrugging (1449, 1561, 1515, 1574)
fragment-line: zelfs een ge (1449, 1776, 1507, 1788)
paragraph: Paulus zelf wijst ons daarop als hij zegt, dat de heidenen, die de wet van Sinaï niet hebben, van nature de dingen doen, die der wet zijn en daarmede betoonen, dat het werk der wet in hunne harten geschreven staat. (637, 755, 889, 817)
fragment-line: Nu heeft de (1449, 905, 1506, 917)
column-3 (637, 197, 889, 2100)
fragment-line: God in ons (1449, 438, 1501, 450)
fragment-line: over feitelijk (1449, 311, 1510, 324)
fragment-line: opplakt, met (1449, 1410, 1510, 1422)
fragment-line: vele opaichten (1449, 918, 1520, 930)
paragraph: Zelfs dient hier nog een schrede verder te worden gegaan. Gods leiding met Israël is een paedagogische geweest. God heeft niet aan Israël een stel wetten geschonken, die behoorden bij een ideale maatschappij, maar God hield rekening met den toestand, waarin Israël zich bevond. Onder Israël be-stond de veelwijverij, bestond de echtschei-ding, bestond de slavernij, bestond de bloed-wraak. En waar het onmogelijk was al deze rechtsinstellingen, door eeuwenlang ge-bruik ingeworteld in het volksleven, met één slag uit te roeien, daar heeft God in de wet van Mozes deze instellingen wel erkend en daarmede op een hooger ideaal heen-gewezen, maar Hij heeft zich toch naar het bestaande geschikt en daarop aange-sloten. Een wet, die in de volksconscientie geen weerklank vindt, blijft een doode wet, en onze Zondagswet levert het bewijs, dat zoo wet schaadt meer dan ze baat. (637, 1267, 889, 1506)
paragraph: Wat hun ontbreekt, is de besliste heid van in en wil, op 't eigen oogenblik dat de zonde lokt. Wat ze beheeren is, dat hun ziel verbonden worde aan een hemelsche Leidsman, die hen van de zonde aftrekt. Wat hun van noode is, bestaat is in het geloof aan een heilig ideaal. Wat hun moet worden ingeprent, is de verdaat-heid, de zedelijke cordaatheid, die elk aarzelen te boven komt. (369, 849, 625, 949)
paragraph: Zoo hebben het de apostelen verstaan. Zoo is het verstaan door de besten van Gods kin-deren. Zoo is er het bedoeld, omdat het alleen zóó heilige kracht oefent. (369, 1144, 625, 1195)
column-rule (1159, 192, 1160, 2104)
fragment-line: aan te toon (1449, 413, 1503, 425)
paragraph: In hem was iets van de Johannes-ge-stalte. Ds. Klaarhamer schreef het zoo terecht: „Hij had veel lief. Dit was zijne kracht. En daarom heeft hij ook veel liefde gevonden“. (1166, 326, 1422, 376)
paragraph: Ze richt zich niet tot de onwilligen, maar tot wie willen, tot wie willen maar niet kun-nen; en die niet kunnen omdat hun ideaal veel hooger gespannen staat, en het middel om er iets doorbrekend toe te komen, nu juist als moeten beproeven, wil maar God licht door alle stof heen. (93, 790, 355, 864)
top-rule-right (1163, 186, 1423, 189)
fragment-line: het leven st (1449, 855, 1505, 867)
fragment-line: qualificeeren (1449, 792, 1513, 804)
dateline: Amsterdam, 5 Febr. 1904. (433, 1209, 561, 1221)
fragment-line: Zij zijn niets (1449, 1119, 1509, 1131)
top-rule (87, 186, 1151, 189)
fragment-line: volksrecht e (1449, 1586, 1509, 1599)
paragraph: Op die vraag geven wij in een volgend maal het antwoord. (902, 1723, 1153, 1748)
paragraph: Zijn arbeid voor de vereeniging van de Vrienden der Waarheid is wel een der krach-tigste middelen geweest om tot kerkherstel te komen. (1166, 522, 1422, 560)
paragraph: Schijnbaar valt tegen deze conclusie niet veel in te brengen. (369, 1673, 625, 1698)
paragraph: Ten tweede, van die den eisch van de Berg-rede dit goed zijn, te midden zeer zondige wereld is al dat schoon toch niet toepasselijk. Het is een volk, door zonneglood in het goed gezet, maar een volk die na het nog bekoord te hebben, zich opkort in nevel. (93, 1448, 355, 1511)
paragraph: De natuurlijke mensch kan niet verstaan de dingen, die des Geestes Gods zijn. Christus zelf heeft gezegd, dat wie niet wedergeboren is, het Koninkrijk Gods niet zien kan. Waar het oog niet zonnenhaft is, daar baat al de glans van het zonlicht niet. Voor de doven heeft zelfs de schoonste symfonie van Beethoven geen bekoring. En wie de geestelijke voelhoorns mist om in het onzedelijk karakter der Heilige Schrift een teeken te zien van hun Goddelijke origine, zal ook in het diepste woord, dat de profeten, door de Goddelijke glans en majesteit, die uit de Schrift den geloovigen tegenstraalt. (637, 431, 889, 594)
fragment-line: Van meer (1449, 299, 1495, 311)
paragraph: Maar heel anders doet wie het wettisch standpunt te boven kwam, en juist daarom zich door te hooger moet bezield gevoelt. (369, 326, 625, 364)
paragraph: Waar De Hervorming zelf uitvoerige stukken opneemt van een deskundigen on-derzoeker, die volgens zijn naam te noemen, schijnt dit verwijt aan onze redactie minder op zijn plaats. Prof. Groenewegen vergeet bovendien, dat een vaste redactie niet ge-woon is haar naam onder de leaders te plaatsen. Ook in dit geval bestond er geen aanleiding om van deze gewoonte af te wijken. (1166, 1011, 1422, 1125)
fragment-line: niets voor (1449, 893, 1497, 905)
paragraph: Volgens de Schriftgeloovigen heeft God de Heere deze wetten aan Mozes geopen-baard en zijn zij daarom van Goddelijken oorsprong. (369, 1701, 625, 1738)
fragment-line: bleek zijn de (1449, 715, 1510, 727)
fragment-line: principieel te (1449, 1498, 1514, 1510)
fragment-line: dobbleten wij w (1449, 779, 1526, 791)
fragment-line: kracht, troost (1449, 703, 1516, 715)
fragment-line: zedelijk bew (1449, 501, 1509, 513)
